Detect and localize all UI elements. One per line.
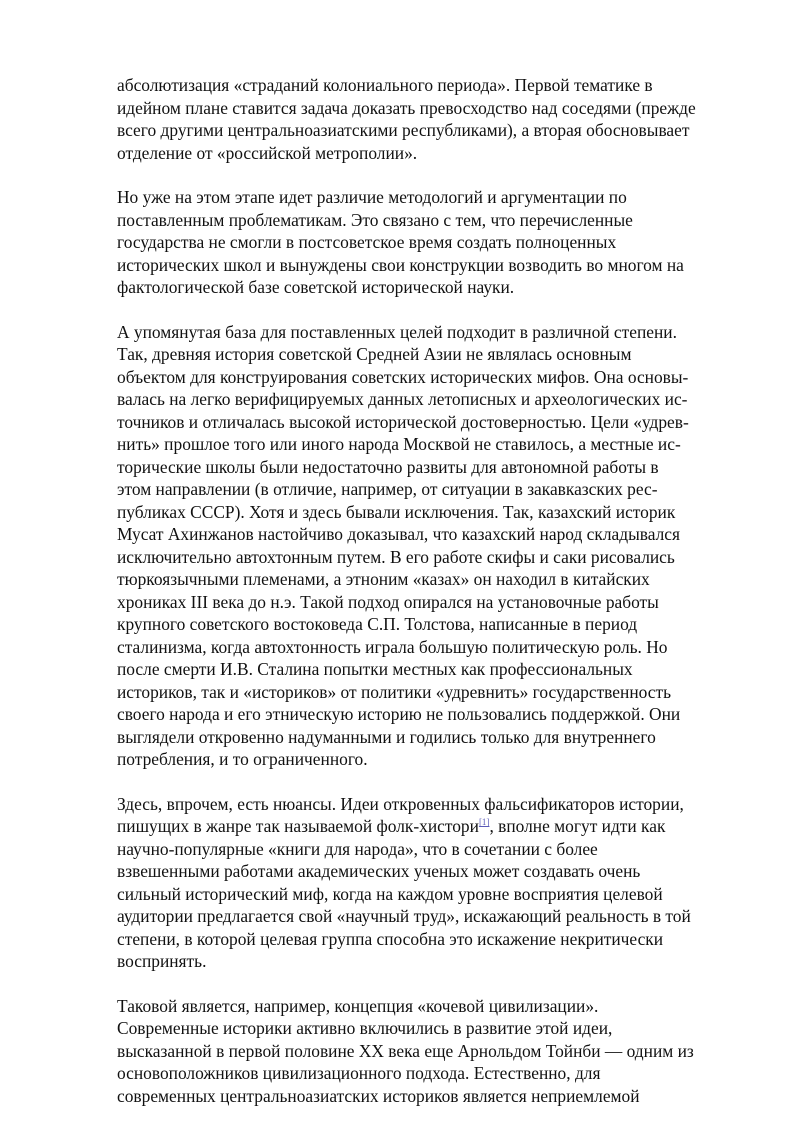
document-page	[117, 74, 713, 1129]
paragraph-4	[117, 793, 713, 973]
text-line: высказанной в первой половине XX века еще Арнольдом Тойнби — одним из	[117, 1040, 694, 1061]
text-line: этом направлении (в отличие, например, от ситуации в закавказских рес-	[117, 479, 658, 499]
text-line: сильный исторический миф, когда на каждом уровне восприятия целевой	[117, 883, 663, 904]
text-line: после смерти И.В. Сталина попытки местных как профессиональных	[117, 659, 633, 679]
text-line: нить» прошлое того или иного народа Москвой не ставилось, а местные ис-	[117, 434, 681, 454]
text-line: основоположников цивилизационного подхода. Естественно, для	[117, 1063, 601, 1083]
text-line: исторических школ и вынуждены свои конструкции возводить во многом на	[117, 254, 684, 275]
text-line: историков, так и «историков» от политики «удревнить» государственность	[117, 681, 672, 702]
text-line: хрониках III века до н.э. Такой подход опирался на установочные работы	[117, 591, 659, 612]
text-line: современных центральноазиатских историков является неприемлемой	[117, 1085, 640, 1106]
paragraph-1	[117, 74, 713, 164]
text-line: идейном плане ставится задача доказать превосходство над соседями (прежде	[117, 97, 696, 118]
text-line: публиках СССР). Хотя и здесь бывали исключения. Так, казахский историк	[117, 501, 676, 522]
text-line: объектом для конструирования советских исторических мифов. Она основы-	[117, 366, 689, 387]
text-line: Мусат Ахинжанов настойчиво доказывал, что казахский народ складывался	[117, 524, 681, 544]
text-line: потребления, и то ограниченного.	[117, 749, 368, 769]
text-line: воспринять.	[117, 951, 207, 971]
text-line: Таковой является, например, концепция «кочевой цивилизации».	[117, 995, 599, 1016]
paragraph-2	[117, 186, 713, 299]
text-line: аудитории предлагается свой «научный труд», искажающий реальность в той	[117, 906, 691, 926]
text-line: научно-популярные «книги для народа», что в сочетании с более	[117, 838, 598, 859]
text-line: выглядели откровенно надуманными и годились только для внутреннего	[117, 726, 656, 747]
text-line: своего народа и его этническую историю не пользовались поддержкой. Они	[117, 704, 681, 724]
footnote-link[interactable]: [1]	[478, 817, 490, 827]
text-line: исключительно автохтонным путем. В его работе скифы и саки рисовались	[117, 546, 675, 567]
text-line: Современные историки активно включились в развитие этой идеи,	[117, 1018, 613, 1038]
text-line: Здесь, впрочем, есть нюансы. Идеи откровенных фальсификаторов истории,	[117, 793, 684, 814]
text-line: тюркоязычными племенами, а этноним «казах» он находил в китайских	[117, 569, 650, 589]
text-line: А упомянутая база для поставленных целей подходит в различной степени.	[117, 321, 677, 342]
text-line: всего другими центральноазиатскими республиками), а вторая обосновывает	[117, 120, 690, 140]
text-line: торические школы были недостаточно развиты для автономной работы в	[117, 456, 659, 477]
text-line: фактологической базе советской исторической науки.	[117, 277, 515, 297]
text-line: поставленным проблематикам. Это связано с тем, что перечисленные	[117, 209, 633, 230]
paragraph-5	[117, 995, 713, 1108]
text-segment: пишущих в жанре так называемой фолк-хистори	[117, 816, 479, 836]
text-segment: , вполне могут идти как	[489, 816, 666, 836]
text-line: точников и отличалась высокой исторической достоверностью. Цели «удрев-	[117, 411, 689, 432]
text-line: крупного советского востоковеда С.П. Толстова, написанные в период	[117, 614, 638, 634]
text-line: сталинизма, когда автохтонность играла большую политическую роль. Но	[117, 636, 668, 657]
text-line: государства не смогли в постсоветское время создать полноценных	[117, 232, 617, 252]
text-line: Но уже на этом этапе идет различие методологий и аргументации по	[117, 187, 627, 207]
text-line: Так, древняя история советской Средней Азии не являлась основным	[117, 344, 632, 364]
text-line: абсолютизация «страданий колониального периода». Первой тематике в	[117, 75, 653, 95]
text-line: степени, в которой целевая группа способна это искажение некритически	[117, 928, 664, 949]
text-line: валась на легко верифицируемых данных летописных и археологических ис-	[117, 389, 688, 409]
text-line: взвешенными работами академических ученых может создавать очень	[117, 861, 641, 881]
text-line-with-footnote	[117, 815, 713, 838]
text-line: отделение от «российской метрополии».	[117, 142, 418, 163]
paragraph-3	[117, 321, 713, 771]
